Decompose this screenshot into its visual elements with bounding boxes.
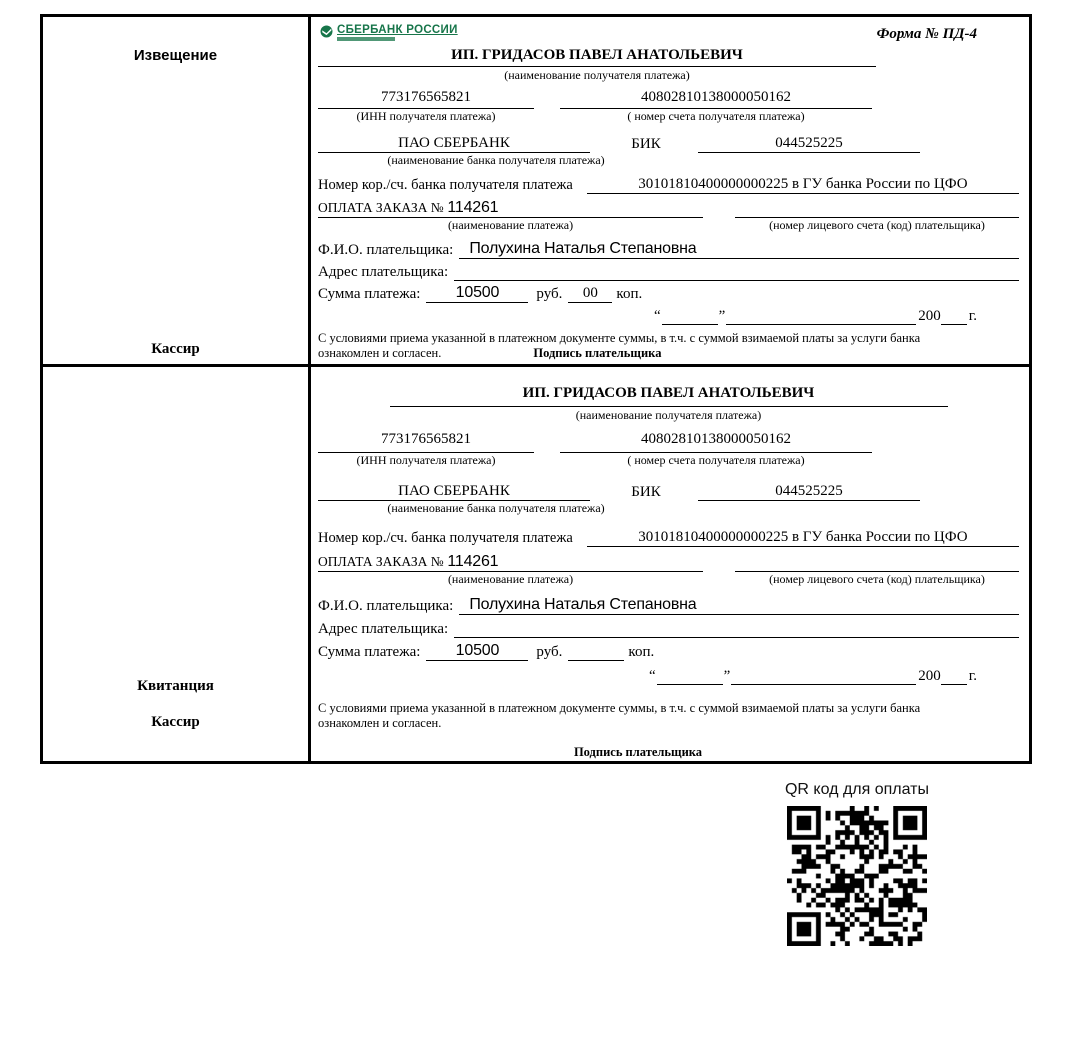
receipt-title: Квитанция xyxy=(137,678,214,694)
payee-account-caption: ( номер счета получателя платежа) xyxy=(627,453,805,467)
date-open-quote: “ xyxy=(653,308,661,324)
sberbank-logo-text: СБЕРБАНК РОССИИ xyxy=(337,24,458,36)
payer-signature-label: Подпись плательщика xyxy=(573,745,703,759)
notice-section xyxy=(43,17,1029,367)
notice-cashier-label: Кассир xyxy=(151,341,200,357)
date-year-blank xyxy=(941,684,967,685)
corr-account-label: Номер кор./сч. банка получателя платежа xyxy=(318,530,573,546)
date-line xyxy=(318,661,977,685)
date-day-blank xyxy=(662,324,718,325)
sberbank-logo-icon xyxy=(320,25,333,38)
payer-address-label: Адрес плательщика: xyxy=(318,264,449,280)
payment-purpose-label: ОПЛАТА ЗАКАЗА № xyxy=(318,554,444,569)
sum-rub-value: 10500 xyxy=(426,642,528,661)
payer-fio-value: Полухина Наталья Степановна xyxy=(459,596,1019,615)
corr-account-label: Номер кор./сч. банка получателя платежа xyxy=(318,177,573,193)
qr-block xyxy=(782,781,932,946)
corr-account-value: 30101810400000000225 в ГУ банка России по ЦФО xyxy=(587,529,1019,547)
payee-account-value: 40802810138000050162 xyxy=(560,89,872,109)
sberbank-logo-tagline-bar xyxy=(337,37,395,41)
rub-label: руб. xyxy=(536,286,563,302)
date-year-prefix: 200 xyxy=(918,668,941,684)
corr-account-value: 30101810400000000225 в ГУ банка России по ЦФО xyxy=(587,176,1019,194)
agreement-line1: С условиями приема указанной в платежном документе суммы, в т.ч. с суммой взимаемой платы за услуги банка xyxy=(318,701,921,715)
date-close-quote: ” xyxy=(718,308,726,324)
payee-inn-value: 773176565821 xyxy=(318,431,534,453)
payer-fio-value: Полухина Наталья Степановна xyxy=(459,240,1019,259)
date-year-suffix: г. xyxy=(968,308,977,324)
payer-fio-label: Ф.И.О. плательщика: xyxy=(318,598,454,614)
payee-inn-caption: (ИНН получателя платежа) xyxy=(356,453,496,467)
payee-name-caption: (наименование получателя платежа) xyxy=(575,408,762,422)
date-day-blank xyxy=(657,684,723,685)
payee-account-caption: ( номер счета получателя платежа) xyxy=(627,109,805,123)
sum-kop-value xyxy=(568,660,624,661)
date-month-blank xyxy=(726,324,916,325)
agreement-line1: С условиями приема указанной в платежном документе суммы, в т.ч. с суммой взимаемой платы за услуги банка xyxy=(318,331,921,345)
agreement-text xyxy=(318,331,1019,361)
qr-code xyxy=(787,806,927,946)
sum-label: Сумма платежа: xyxy=(318,644,421,660)
rub-label: руб. xyxy=(536,644,563,660)
payment-purpose-caption: (наименование платежа) xyxy=(447,572,574,586)
sum-label: Сумма платежа: xyxy=(318,286,421,302)
notice-title: Извещение xyxy=(133,47,218,64)
personal-account-caption: (номер лицевого счета (код) плательщика) xyxy=(769,572,985,586)
notice-side-column xyxy=(43,17,311,364)
date-year-prefix: 200 xyxy=(918,308,941,324)
date-close-quote: ” xyxy=(723,668,731,684)
order-number-value: 114261 xyxy=(447,199,499,216)
date-month-blank xyxy=(731,684,916,685)
date-line xyxy=(318,303,977,325)
agreement-text xyxy=(318,701,1019,731)
payee-account-value: 40802810138000050162 xyxy=(560,431,872,453)
bank-name-caption: (наименование банка получателя платежа) xyxy=(387,501,605,515)
receipt-main-column xyxy=(311,367,1029,761)
bik-value: 044525225 xyxy=(698,483,920,501)
date-open-quote: “ xyxy=(648,668,656,684)
receipt-cashier-label: Кассир xyxy=(151,714,200,730)
sberbank-logo xyxy=(320,24,458,41)
payee-name-caption: (наименование получателя платежа) xyxy=(504,68,690,82)
bank-name-value: ПАО СБЕРБАНК xyxy=(318,483,590,501)
payee-inn-value: 773176565821 xyxy=(318,89,534,109)
bank-name-caption: (наименование банка получателя платежа) xyxy=(387,153,605,167)
kop-label: коп. xyxy=(616,286,643,302)
receipt-side-column xyxy=(43,367,311,761)
payer-address-value xyxy=(454,280,1019,281)
date-year-blank xyxy=(941,324,967,325)
kop-label: коп. xyxy=(628,644,655,660)
order-number-value: 114261 xyxy=(447,553,499,570)
qr-caption: QR код для оплаты xyxy=(784,781,929,798)
bik-label: БИК xyxy=(631,484,661,500)
date-year-suffix: г. xyxy=(968,668,977,684)
sum-rub-value: 10500 xyxy=(426,284,528,303)
form-number: Форма № ПД-4 xyxy=(876,26,977,42)
notice-main-column xyxy=(311,17,1029,364)
payment-purpose-label: ОПЛАТА ЗАКАЗА № xyxy=(318,200,444,215)
agreement-line2: ознакомлен и согласен. xyxy=(318,716,442,730)
bank-name-value: ПАО СБЕРБАНК xyxy=(318,135,590,153)
payer-address-label: Адрес плательщика: xyxy=(318,621,449,637)
payee-inn-caption: (ИНН получателя платежа) xyxy=(356,109,496,123)
pd4-form-table xyxy=(40,14,1032,764)
payer-fio-label: Ф.И.О. плательщика: xyxy=(318,242,454,258)
agreement-line2: ознакомлен и согласен. xyxy=(318,346,442,360)
sum-kop-value: 00 xyxy=(568,285,612,303)
payment-purpose-caption: (наименование платежа) xyxy=(447,218,574,232)
personal-account-caption: (номер лицевого счета (код) плательщика) xyxy=(769,218,985,232)
payer-signature-label: Подпись плательщика xyxy=(533,346,662,360)
receipt-section xyxy=(43,367,1029,761)
bik-label: БИК xyxy=(631,136,661,152)
payer-address-value xyxy=(454,637,1019,638)
payee-name: ИП. ГРИДАСОВ ПАВЕЛ АНАТОЛЬЕВИЧ xyxy=(318,47,876,67)
bik-value: 044525225 xyxy=(698,135,920,153)
payee-name: ИП. ГРИДАСОВ ПАВЕЛ АНАТОЛЬЕВИЧ xyxy=(390,385,948,407)
